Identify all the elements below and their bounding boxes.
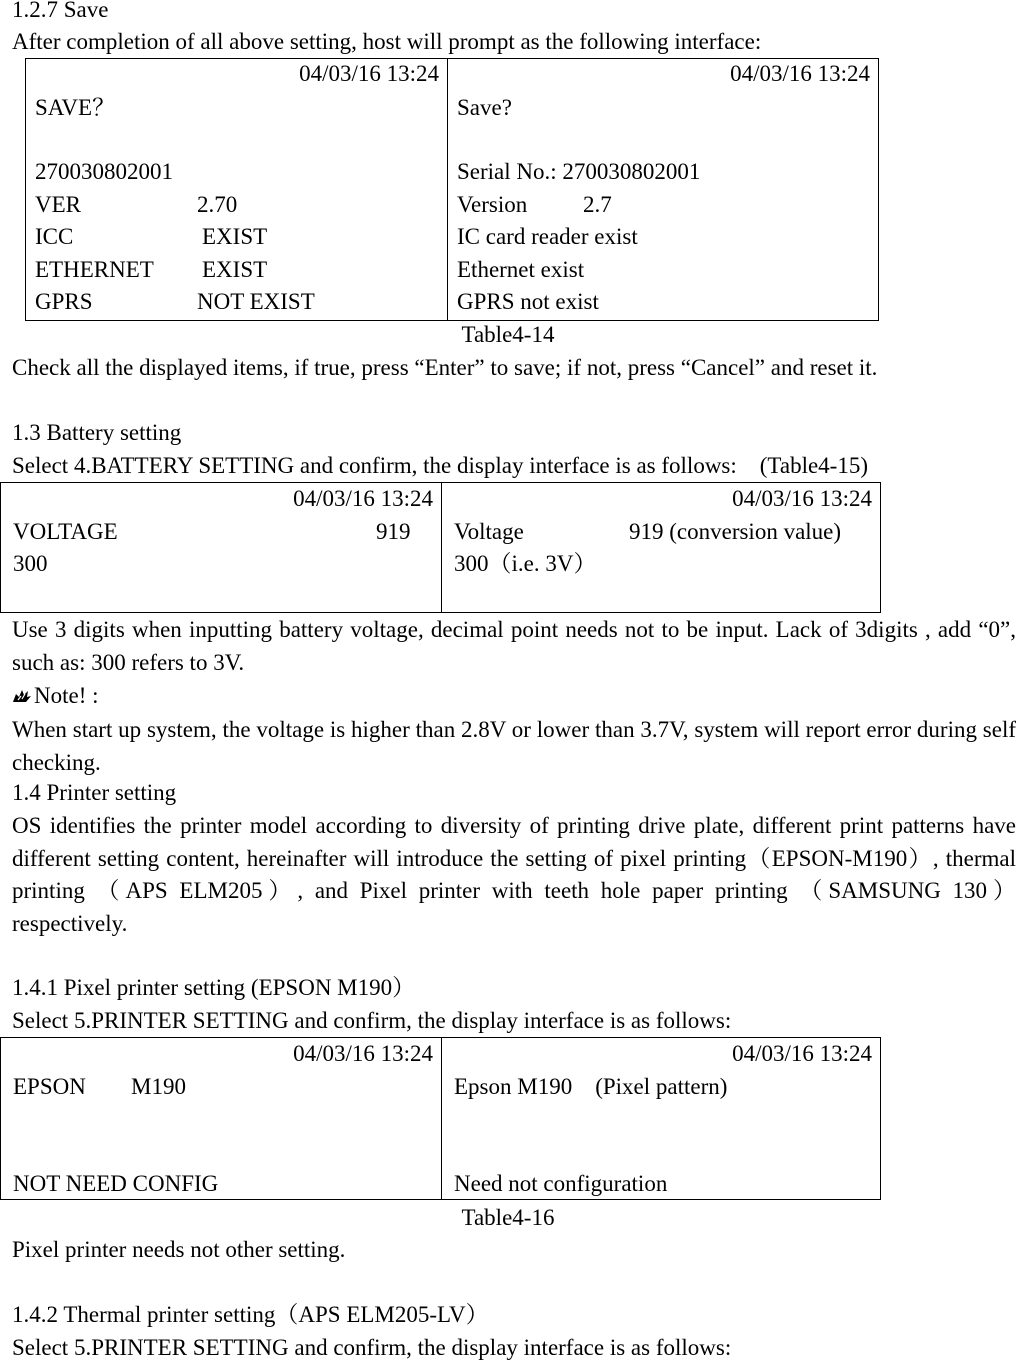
screen-left (1, 1038, 442, 1200)
datetime: 04/03/16 13:24 (293, 486, 433, 511)
screen-left (26, 59, 448, 321)
row-label: ICC (35, 224, 74, 249)
serial-number: 270030802001 (35, 159, 173, 184)
datetime: 04/03/16 13:24 (730, 61, 870, 86)
row-value: NOT EXIST (197, 289, 315, 314)
version-value: 2.7 (583, 192, 612, 217)
note-text: When start up system, the voltage is higher than 2.8V or lower than 3.7V, system will report error during self checking. (12, 717, 1016, 775)
voltage-input: 300（i.e. 3V） (454, 551, 597, 576)
voltage-label: Voltage (454, 519, 524, 544)
note-hand-icon (12, 688, 32, 704)
voltage-label: VOLTAGE (13, 519, 118, 544)
screen-left (1, 483, 442, 613)
gprs-status: GPRS not exist (457, 289, 599, 314)
section-heading-thermal-printer: 1.4.2 Thermal printer setting（APS ELM205-LV） (12, 1302, 489, 1327)
datetime: 04/03/16 13:24 (732, 1041, 872, 1066)
note-line (12, 683, 99, 709)
table-caption: Table4-16 (461, 1205, 555, 1230)
config-status: Need not configuration (454, 1171, 668, 1196)
pixel-printer-note: Pixel printer needs not other setting. (12, 1237, 346, 1262)
printer-model: M190 (131, 1074, 186, 1099)
config-status: NOT NEED CONFIG (13, 1171, 219, 1196)
section-heading-battery: 1.3 Battery setting (12, 420, 182, 445)
row-value: 2.70 (197, 192, 238, 217)
section-heading-save: 1.2.7 Save (12, 0, 109, 22)
row-value: EXIST (202, 257, 268, 282)
battery-intro: Select 4.BATTERY SETTING and confirm, the display interface is as follows: (Table4-15) (12, 453, 868, 478)
save-prompt: Save? (457, 95, 512, 120)
battery-paragraph: Use 3 digits when inputting battery voltage, decimal point needs not to be input. Lack of 3digits , add “0”, such as: 300 refers to 3V. (12, 617, 1016, 675)
row-value: EXIST (202, 224, 268, 249)
voltage-value: 919 (conversion value) (629, 519, 842, 544)
voltage-value: 919 (376, 519, 411, 544)
serial-number: Serial No.: 270030802001 (457, 159, 701, 184)
printer-paragraph: OS identifies the printer model according to diversity of printing drive plate, different print patterns have different setting content, hereinafter will introduce the setting of pixel printing（EPSON-M190）, thermal printing （APS ELM205）, and Pixel printer with teeth hole paper printing （SAMSUNG 130）respectively. (12, 813, 1016, 936)
thermal-printer-intro: Select 5.PRINTER SETTING and confirm, the display interface is as follows: (12, 1335, 732, 1360)
screen-right (448, 59, 879, 321)
row-label: ETHERNET (35, 257, 154, 282)
screen-right (442, 483, 881, 613)
section-heading-printer: 1.4 Printer setting (12, 780, 177, 805)
datetime: 04/03/16 13:24 (293, 1041, 433, 1066)
table-caption: Table4-14 (461, 322, 555, 347)
save-intro: After completion of all above setting, host will prompt as the following interface: (12, 29, 762, 54)
note-label: Note! : (34, 683, 99, 708)
datetime: 04/03/16 13:24 (732, 486, 872, 511)
table-4-16 (0, 1037, 881, 1200)
save-instructions: Check all the displayed items, if true, press “Enter” to save; if not, press “Cancel” and reset it. (12, 355, 878, 380)
save-prompt: SAVE？ (35, 95, 116, 120)
row-label: GPRS (35, 289, 93, 314)
table-4-14 (25, 58, 879, 321)
section-heading-pixel-printer: 1.4.1 Pixel printer setting (EPSON M190） (12, 975, 416, 1000)
row-label: VER (35, 192, 81, 217)
pixel-printer-intro: Select 5.PRINTER SETTING and confirm, the display interface is as follows: (12, 1008, 732, 1033)
printer-model: Epson M190 (Pixel pattern) (454, 1074, 728, 1099)
version-label: Version (457, 192, 528, 217)
printer-brand: EPSON (13, 1074, 86, 1099)
icc-status: IC card reader exist (457, 224, 638, 249)
datetime: 04/03/16 13:24 (299, 61, 439, 86)
voltage-input: 300 (13, 551, 48, 576)
screen-right (442, 1038, 881, 1200)
ethernet-status: Ethernet exist (457, 257, 585, 282)
table-4-15 (0, 482, 881, 613)
